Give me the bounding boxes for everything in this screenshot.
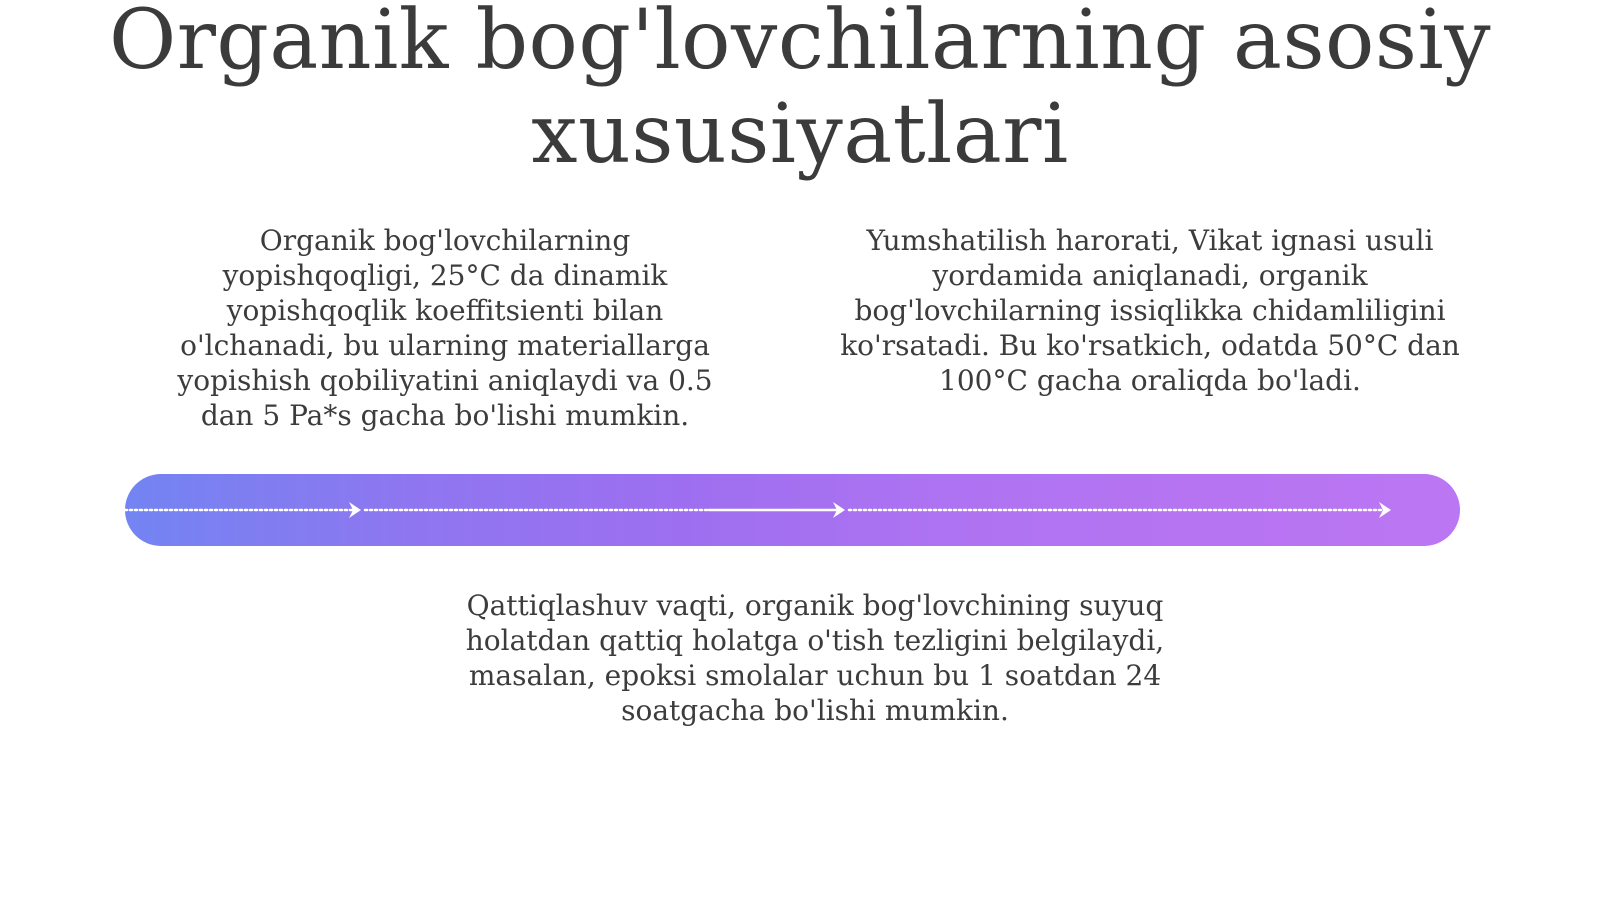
timeline-arrows [125,474,1460,546]
slide-title: Organik bog'lovchilarning asosiy xususiyatlari [108,0,1492,182]
point-text-viscosity: Organik bog'lovchilarning yopishqoqligi, 25°C da dinamik yopishqoqlik koeffitsienti bilan o'lchanadi, bu ularning materiallarga yopishish qobiliyatini aniqlaydi va 0.5 dan 5 Pa*s gacha bo'lishi mumkin. [177,224,713,432]
timeline-bar [125,474,1460,546]
point-text-curing-time: Qattiqlashuv vaqti, organik bog'lovchining suyuq holatdan qattiq holatga o'tish tezligini belgilaydi, masalan, epoksi smolalar uchun bu 1 soatdan 24 soatgacha bo'lishi mumkin. [465,589,1165,727]
point-text-softening-temperature: Yumshatilish harorati, Vikat ignasi usuli yordamida aniqlanadi, organik bog'lovchilarning issiqlikka chidamliligini ko'rsatadi. Bu ko'rsatkich, odatda 50°C dan 100°C gacha oraliqda bo'ladi. [840,224,1460,397]
